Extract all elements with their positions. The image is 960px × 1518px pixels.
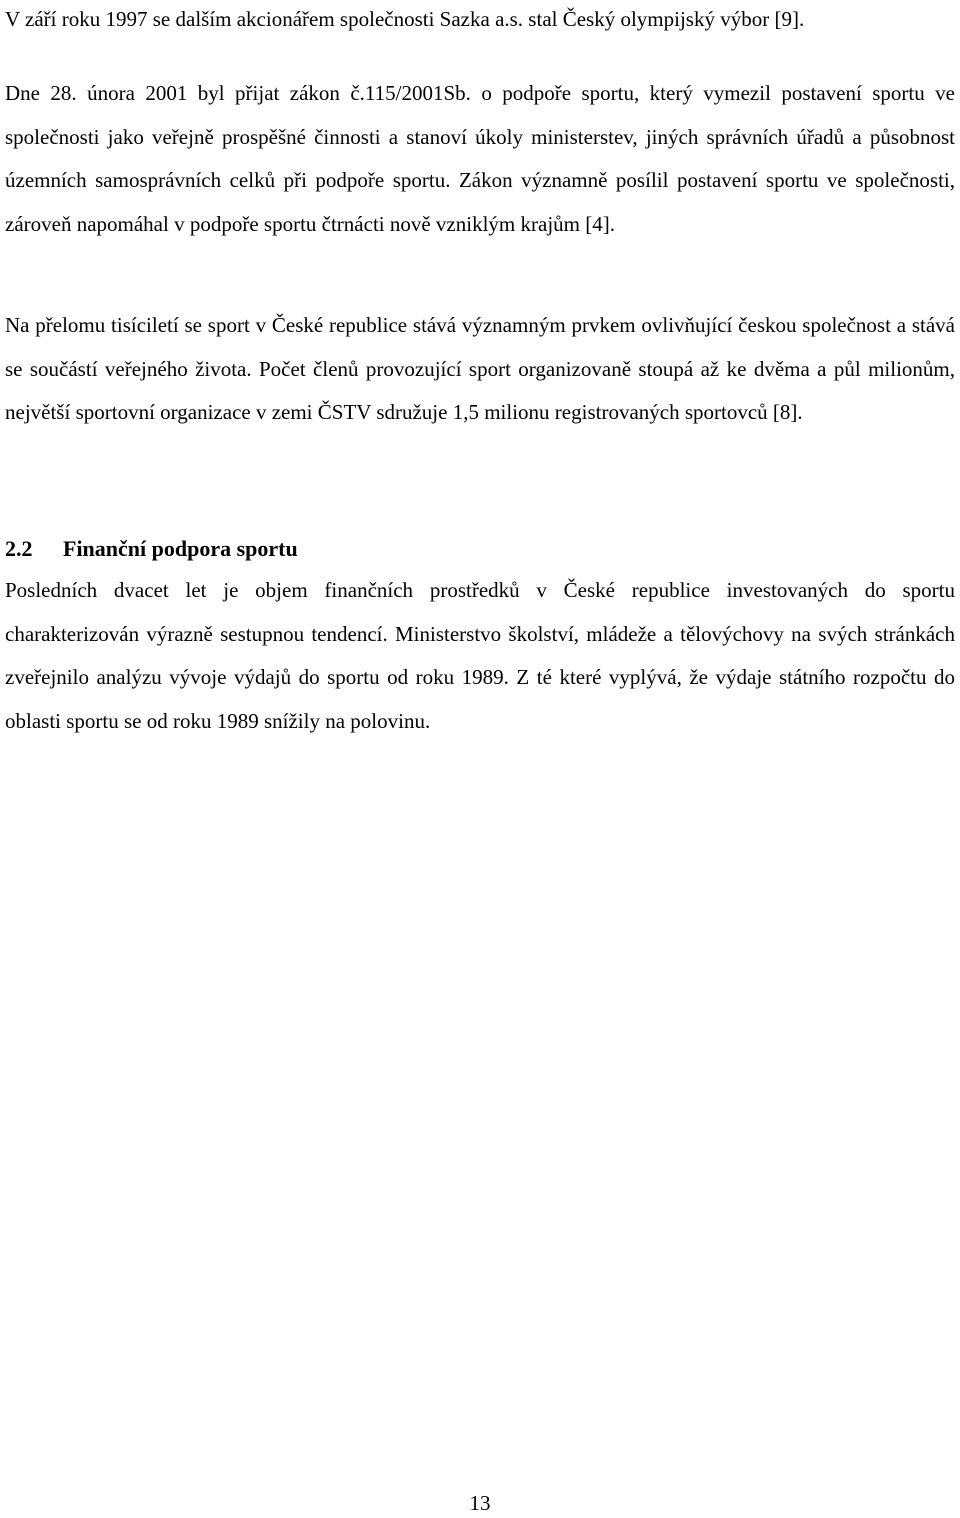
- paragraph-sazka: V září roku 1997 se dalším akcionářem společnosti Sazka a.s. stal Český olympijský výbor [9].: [5, 7, 805, 31]
- paragraph-financial-support: Posledních dvacet let je objem finančních prostředků v České republice investovaných do sportu charakterizován výrazně sestupnou tendencí. Ministerstvo školství, mládeže a tělovýchovy na svých stránkách zveřejnilo analýzu vývoje výdajů do sportu od roku 1989. Z té které vyplývá, že výdaje státního rozpočtu do oblasti sportu se od roku 1989 snížily na polovinu.: [5, 578, 955, 733]
- section-number: 2.2: [5, 536, 33, 561]
- paragraph-millennium: Na přelomu tisíciletí se sport v České republice stává významným prvkem ovlivňující českou společnost a stává se součástí veřejného života. Počet členů provozující sport organizovaně stoupá až ke dvěma a půl milionům, největší sportovní organizace v zemi ČSTV sdružuje 1,5 milionu registrovaných sportovců [8].: [5, 313, 955, 425]
- page-number: 13: [469, 1491, 491, 1515]
- section-title: Finanční podpora sportu: [63, 536, 298, 561]
- paragraph-sport-law: Dne 28. února 2001 byl přijat zákon č.115/2001Sb. o podpoře sportu, který vymezil postavení sportu ve společnosti jako veřejně prospěšné činnosti a stanoví úkoly ministerstev, jiných správních úřadů a působnost územních samosprávních celků při podpoře sportu. Zákon významně posílil postavení sportu ve společnosti, zároveň napomáhal v podpoře sportu čtrnácti nově vzniklým krajům [4].: [5, 81, 955, 236]
- section-heading: [5, 529, 298, 569]
